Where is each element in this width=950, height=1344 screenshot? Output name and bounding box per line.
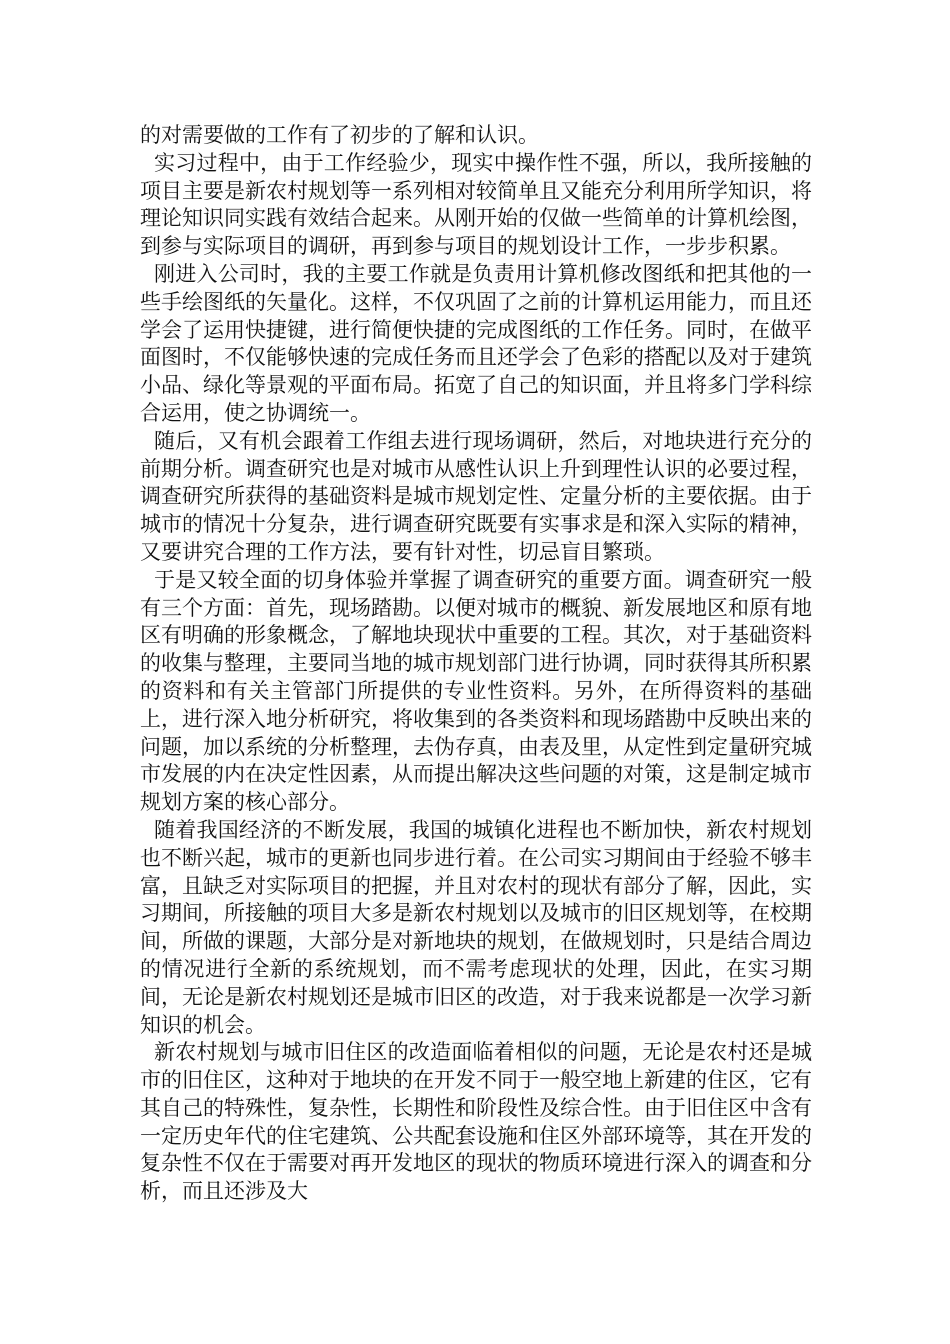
paragraph-6: 随着我国经济的不断发展，我国的城镇化进程也不断加快，新农村规划也不断兴起，城市的更新也同步进行着。在公司实习期间由于经验不够丰富，且缺乏对实际项目的把握，并且对农村的现状有部分了解，因此，实习期间，所接触的项目大多是新农村规划以及城市的旧区规划等，在校期间，所做的课题，大部分是对新地块的规划，在做规划时，只是结合周边的情况进行全新的系统规划，而不需考虑现状的处理，因此，在实习期间，无论是新农村规划还是城市旧区的改造，对于我来说都是一次学习新知识的机会。	[140, 817, 812, 1037]
paragraph-2: 实习过程中，由于工作经验少，现实中操作性不强，所以，我所接触的项目主要是新农村规划等一系列相对较简单且又能充分利用所学知识，将理论知识同实践有效结合起来。从刚开始的仅做一些简单的计算机绘图，到参与实际项目的调研，再到参与项目的规划设计工作，一步步积累。	[140, 150, 812, 259]
paragraph-1: 的对需要做的工作有了初步的了解和认识。	[140, 123, 539, 147]
paragraph-5: 于是又较全面的切身体验并掌握了调查研究的重要方面。调查研究一般有三个方面：首先，现场踏勘。以便对城市的概貌、新发展地区和原有地区有明确的形象概念，了解地块现状中重要的工程。其次，对于基础资料的收集与整理，主要同当地的城市规划部门进行协调，同时获得其所积累的资料和有关主管部门所提供的专业性资料。另外，在所得资料的基础上，进行深入地分析研究，将收集到的各类资料和现场踏勘中反映出来的问题，加以系统的分析整理，去伪存真，由表及里，从定性到定量研究城市发展的内在决定性因素，从而提出解决这些问题的对策，这是制定城市规划方案的核心部分。	[140, 567, 812, 815]
paragraph-4: 随后，又有机会跟着工作组去进行现场调研，然后，对地块进行充分的前期分析。调查研究也是对城市从感性认识上升到理性认识的必要过程，调查研究所获得的基础资料是城市规划定性、定量分析的主要依据。由于城市的情况十分复杂，进行调查研究既要有实事求是和深入实际的精神，又要讲究合理的工作方法，要有针对性，切忌盲目繁琐。	[140, 428, 812, 564]
paragraph-3: 刚进入公司时，我的主要工作就是负责用计算机修改图纸和把其他的一些手绘图纸的矢量化。这样，不仅巩固了之前的计算机运用能力，而且还学会了运用快捷键，进行简便快捷的完成图纸的工作任务。同时，在做平面图时，不仅能够快速的完成任务而且还学会了色彩的搭配以及对于建筑小品、绿化等景观的平面布局。拓宽了自己的知识面，并且将多门学科综合运用，使之协调统一。	[140, 261, 812, 425]
document-body	[140, 122, 812, 1206]
paragraph-7: 新农村规划与城市旧住区的改造面临着相似的问题，无论是农村还是城市的旧住区，这种对于地块的在开发不同于一般空地上新建的住区，它有其自己的特殊性，复杂性，长期性和阶段性及综合性。由于旧住区中含有一定历史年代的住宅建筑、公共配套设施和住区外部环境等，其在开发的复杂性不仅在于需要对再开发地区的现状的物质环境进行深入的调查和分析，而且还涉及大	[140, 1040, 812, 1204]
